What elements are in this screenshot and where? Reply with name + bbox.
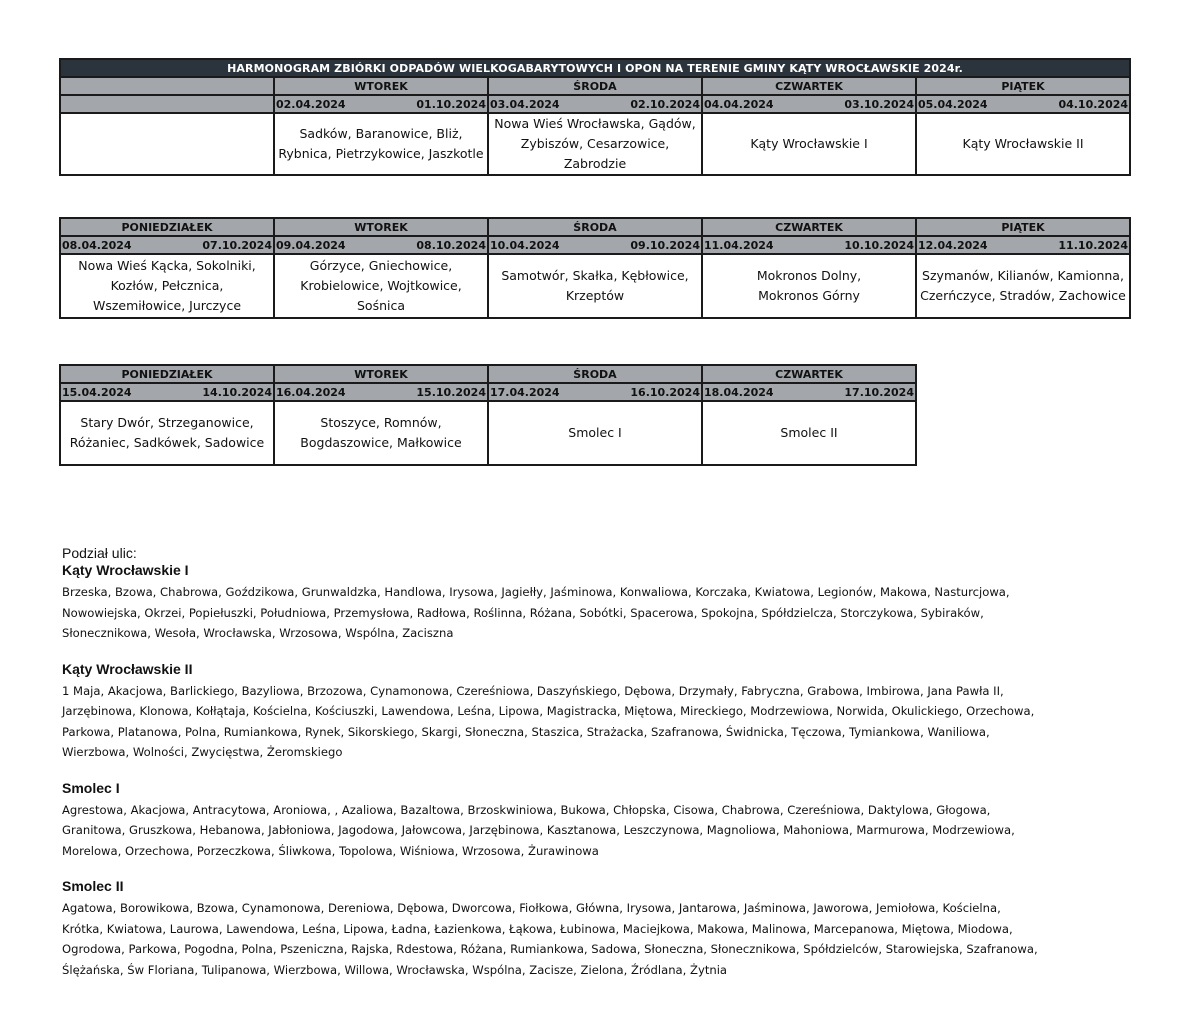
section-heading: Kąty Wrocławskie I: [62, 562, 189, 578]
street-line: Brzeska, Bzowa, Chabrowa, Goździkowa, Grunwaldzka, Handlowa, Irysowa, Jagiełły, Jaśminowa, Konwaliowa, Korczaka, Kwiatowa, Legionów, Makowa, Nasturcjowa,: [62, 585, 1010, 599]
dates-row: [60, 95, 1130, 113]
street-division-section: [62, 545, 1152, 997]
place-line: Smolec I: [568, 425, 622, 440]
places-row: [60, 254, 1130, 318]
places-row: [60, 401, 916, 465]
street-line: Granitowa, Gruszkowa, Hebanowa, Jabłoniowa, Jagodowa, Jałowcowa, Jarzębinowa, Kasztanowa, Leszczynowa, Magnoliowa, Mahoniowa, Marmurowa, Modrzewiowa,: [62, 823, 1015, 837]
place-cell: [702, 113, 916, 175]
date-spring: 08.04.2024: [62, 238, 132, 252]
day-header: CZWARTEK: [702, 218, 916, 236]
street-line: Słonecznikowa, Wesoła, Wrocławska, Wrzosowa, Wspólna, Zaciszna: [62, 626, 454, 640]
dates-cell: [488, 383, 702, 401]
date-spring: 12.04.2024: [918, 238, 988, 252]
place-cell: [702, 401, 916, 465]
place-cell: [488, 113, 702, 175]
street-line: Wierzbowa, Wolności, Zwycięstwa, Żeromskiego: [62, 745, 343, 759]
place-line: Czerńczyce, Stradów, Zachowice: [920, 288, 1126, 303]
day-header: ŚRODA: [488, 365, 702, 383]
street-line: Ogrodowa, Parkowa, Pogodna, Polna, Pszeniczna, Rajska, Rdestowa, Różana, Rumiankowa, Sadowa, Słoneczna, Słonecznikowa, Spółdzielców, Starowiejska, Szafranowa,: [62, 942, 1038, 956]
dates-cell: [274, 383, 488, 401]
section-heading: Smolec I: [62, 779, 120, 796]
place-line: Bogdaszowice, Małkowice: [300, 435, 462, 450]
street-line: Ślężańska, Św Floriana, Tulipanowa, Wierzbowa, Willowa, Wrocławska, Wspólna, Zacisze, Zielona, Źródlana, Żytnia: [62, 962, 728, 977]
section-heading: Smolec II: [62, 878, 124, 894]
place-cell: [60, 401, 274, 465]
place-cell: [274, 113, 488, 175]
place-line: Zybiszów, Cesarzowice,: [520, 136, 670, 151]
place-line: Mokronos Górny: [758, 288, 860, 303]
dates-cell: [702, 95, 916, 113]
place-line: Stary Dwór, Strzeganowice,: [80, 415, 254, 430]
dates-row: [60, 383, 916, 401]
dates-cell: [488, 236, 702, 254]
day-header: PONIEDZIAŁEK: [60, 218, 274, 236]
dates-cell: [916, 236, 1130, 254]
place-line: Szymanów, Kilianów, Kamionna,: [922, 268, 1124, 283]
place-cell: [702, 254, 916, 318]
street-list: [62, 681, 1152, 763]
date-autumn: 15.10.2024: [416, 385, 486, 399]
dates-cell: [60, 236, 274, 254]
place-line: Krobielowice, Wojtkowice,: [300, 278, 462, 293]
date-spring: 03.04.2024: [490, 97, 560, 111]
schedule-title: HARMONOGRAM ZBIÓRKI ODPADÓW WIELKOGABARYTOWYCH I OPON NA TERENIE GMINY KĄTY WROCŁAWSKIE 2024r.: [60, 59, 1130, 77]
street-line: Parkowa, Platanowa, Polna, Rumiankowa, Rynek, Sikorskiego, Skargi, Słoneczna, Staszica, Strażacka, Szafranowa, Świdnicka, Tęczowa, Tymiankowa, Waniliowa,: [62, 724, 990, 739]
dates-cell: [488, 95, 702, 113]
day-header-row: [60, 218, 1130, 236]
place-line: Górzyce, Gniechowice,: [309, 258, 453, 273]
place-cell: [274, 254, 488, 318]
date-autumn: 03.10.2024: [844, 97, 914, 111]
date-autumn: 14.10.2024: [202, 385, 272, 399]
date-autumn: 04.10.2024: [1058, 97, 1129, 111]
dates-row: [60, 236, 1130, 254]
date-spring: 02.04.2024: [276, 97, 346, 111]
day-header-row: [60, 365, 916, 383]
date-autumn: 07.10.2024: [202, 238, 272, 252]
place-line: Kąty Wrocławskie I: [750, 136, 868, 151]
date-autumn: 02.10.2024: [630, 97, 700, 111]
place-line: Wszemiłowice, Jurczyce: [92, 298, 242, 313]
dates-cell-blank: [60, 95, 274, 113]
place-line: Rybnica, Pietrzykowice, Jaszkotle: [278, 146, 484, 161]
date-autumn: 01.10.2024: [416, 97, 486, 111]
street-line: Nowowiejska, Okrzei, Popiełuszki, Południowa, Przemysłowa, Radłowa, Roślinna, Różana, Sobótki, Spacerowa, Spokojna, Spółdzielcza, Storczykowa, Sybiraków,: [62, 605, 984, 620]
date-autumn: 16.10.2024: [630, 385, 700, 399]
place-cell: [488, 254, 702, 318]
date-spring: 10.04.2024: [490, 238, 560, 252]
day-header: CZWARTEK: [702, 365, 916, 383]
date-spring: 15.04.2024: [62, 385, 132, 399]
title-row: [60, 59, 1130, 77]
date-autumn: 09.10.2024: [630, 238, 700, 252]
place-line: Stoszyce, Romnów,: [320, 415, 442, 430]
date-autumn: 17.10.2024: [844, 385, 914, 399]
place-line: Sośnica: [356, 298, 406, 313]
street-line: Agrestowa, Akacjowa, Antracytowa, Aroniowa, , Azaliowa, Bazaltowa, Brzoskwiniowa, Bukowa, Chłopska, Cisowa, Chabrowa, Czereśniowa, Daktylowa, Głogowa,: [62, 802, 991, 817]
date-spring: 09.04.2024: [276, 238, 346, 252]
place-line: Nowa Wieś Wrocławska, Gądów,: [494, 116, 696, 131]
day-header-blank: [60, 77, 274, 95]
day-header: WTOREK: [274, 77, 488, 95]
schedule-table-3: [59, 364, 917, 466]
place-line: Krzeptów: [565, 288, 625, 303]
place-line: Sadków, Baranowice, Bliż,: [299, 126, 463, 141]
day-header: WTOREK: [274, 218, 488, 236]
place-cell: [274, 401, 488, 465]
place-line: Smolec II: [780, 425, 838, 440]
date-spring: 16.04.2024: [276, 385, 346, 399]
street-line: 1 Maja, Akacjowa, Barlickiego, Bazyliowa, Brzozowa, Cynamonowa, Czereśniowa, Daszyńskiego, Dębowa, Drzymały, Fabryczna, Grabowa, Imbirowa, Jana Pawła II,: [62, 683, 1004, 698]
day-header: ŚRODA: [488, 77, 702, 95]
street-list: [62, 898, 1152, 980]
date-autumn: 08.10.2024: [416, 238, 486, 252]
date-spring: 04.04.2024: [704, 97, 774, 111]
date-autumn: 10.10.2024: [844, 238, 914, 252]
street-line: Agatowa, Borowikowa, Bzowa, Cynamonowa, Dereniowa, Dębowa, Dworcowa, Fiołkowa, Główna, Irysowa, Jantarowa, Jaśminowa, Jaworowa, Jemiołowa, Kościelna,: [62, 901, 1001, 915]
dates-cell: [702, 383, 916, 401]
schedule-table-1: [59, 58, 1131, 176]
day-header: PIĄTEK: [916, 77, 1130, 95]
day-header: PONIEDZIAŁEK: [60, 365, 274, 383]
date-spring: 11.04.2024: [704, 238, 774, 252]
street-list: [62, 582, 1152, 644]
dates-cell: [702, 236, 916, 254]
street-division-intro: Podział ulic:: [62, 545, 137, 561]
street-line: Jarzębinowa, Klonowa, Kołłątaja, Kościelna, Kościuszki, Lawendowa, Leśna, Lipowa, Magistracka, Miętowa, Mireckiego, Modrzewiowa, Norwida, Okulickiego, Orzechowa,: [62, 704, 1035, 718]
date-spring: 17.04.2024: [490, 385, 560, 399]
street-list: [62, 800, 1152, 862]
places-row: [60, 113, 1130, 175]
place-cell-blank: [60, 113, 274, 175]
day-header: ŚRODA: [488, 218, 702, 236]
dates-cell: [274, 95, 488, 113]
place-line: Kąty Wrocławskie II: [962, 136, 1084, 151]
place-line: Zabrodzie: [563, 156, 627, 171]
place-line: Różaniec, Sadkówek, Sadowice: [69, 435, 265, 450]
street-line: Morelowa, Orzechowa, Porzeczkowa, Śliwkowa, Topolowa, Wiśniowa, Wrzosowa, Żurawinowa: [62, 843, 599, 858]
day-header: CZWARTEK: [702, 77, 916, 95]
day-header-row: [60, 77, 1130, 95]
place-cell: [916, 254, 1130, 318]
dates-cell: [274, 236, 488, 254]
place-cell: [60, 254, 274, 318]
street-line: Krótka, Kwiatowa, Laurowa, Lawendowa, Leśna, Lipowa, Ładna, Łazienkowa, Łąkowa, Łubinowa, Maciejkowa, Makowa, Malinowa, Marcepanowa, Miętowa, Miodowa,: [62, 921, 1013, 936]
place-line: Samotwór, Skałka, Kębłowice,: [501, 268, 689, 283]
day-header: WTOREK: [274, 365, 488, 383]
date-autumn: 11.10.2024: [1058, 238, 1128, 252]
place-cell: [916, 113, 1130, 175]
place-cell: [488, 401, 702, 465]
date-spring: 05.04.2024: [918, 97, 988, 111]
dates-cell: [916, 95, 1130, 113]
place-line: Mokronos Dolny,: [756, 268, 862, 283]
place-line: Kozłów, Pełcznica,: [110, 278, 224, 293]
date-spring: 18.04.2024: [704, 385, 774, 399]
section-heading: Kąty Wrocławskie II: [62, 660, 193, 677]
place-line: Nowa Wieś Kącka, Sokolniki,: [78, 258, 256, 273]
schedule-table-2: [59, 217, 1131, 319]
dates-cell: [60, 383, 274, 401]
day-header: PIĄTEK: [916, 218, 1130, 236]
